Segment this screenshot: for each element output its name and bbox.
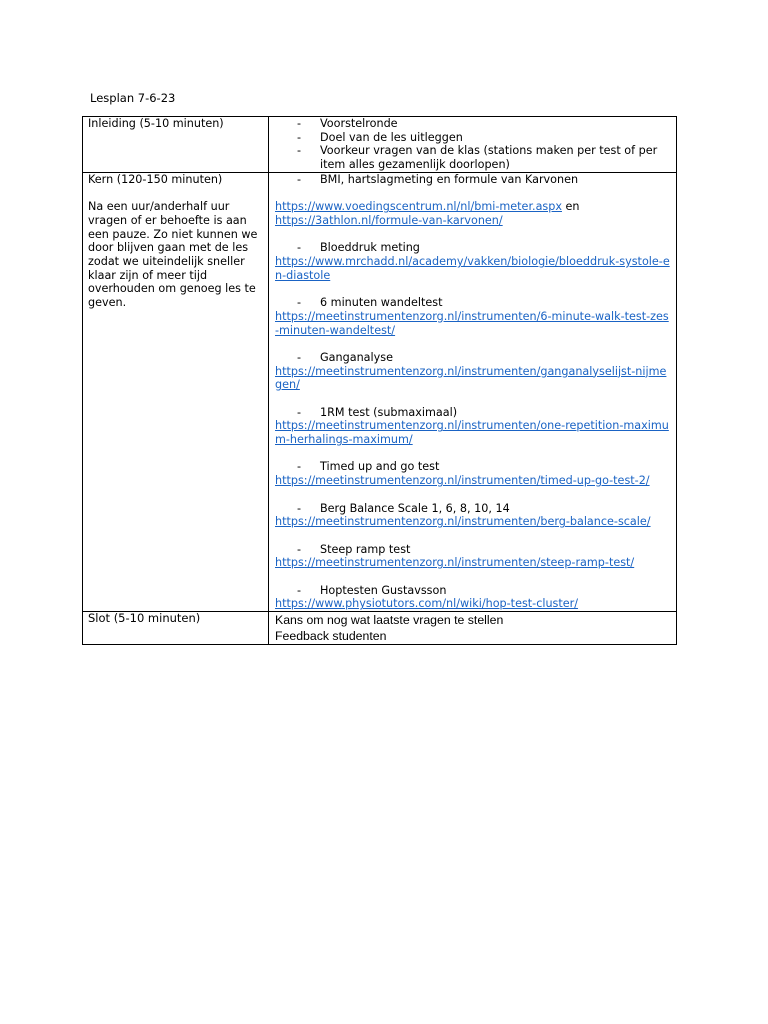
- test-title: 6 minuten wandeltest: [320, 296, 443, 310]
- test-link[interactable]: https://3athlon.nl/formule-van-karvonen/: [275, 213, 503, 227]
- test-title: Hoptesten Gustavsson: [320, 583, 447, 597]
- list-item: [275, 543, 672, 557]
- bullet-dash: -: [297, 144, 302, 158]
- test-title: 1RM test (submaximaal): [320, 405, 458, 419]
- table-row-slot: [83, 612, 677, 645]
- bullet-text: Voorstelronde: [320, 117, 398, 130]
- test-links: [275, 255, 672, 282]
- list-item: [275, 131, 672, 145]
- test-links: [275, 597, 672, 611]
- list-item: [275, 584, 672, 598]
- list-item: [275, 502, 672, 516]
- test-link[interactable]: https://meetinstrumentenzorg.nl/instrumenten/6-minute-walk-test-zes-minuten-wandeltest/: [275, 309, 669, 337]
- test-links: [275, 556, 672, 570]
- test-links: [275, 474, 672, 488]
- bullet-dash: -: [297, 583, 302, 597]
- spacer: [275, 392, 672, 406]
- list-item: [275, 296, 672, 310]
- bullet-dash: -: [297, 130, 302, 144]
- inleiding-content-cell: [269, 117, 677, 173]
- test-link[interactable]: https://meetinstrumentenzorg.nl/instrumenten/ganganalyselijst-nijmegen/: [275, 364, 667, 392]
- test-link[interactable]: https://meetinstrumentenzorg.nl/instrumenten/timed-up-go-test-2/: [275, 474, 650, 488]
- document-title: Lesplan 7-6-23: [90, 91, 176, 105]
- spacer: [275, 228, 672, 242]
- kern-note: Na een uur/anderhalf uur vragen of er behoefte is aan een pauze. Zo niet kunnen we door blijven gaan met de les zodat we uiteindelijk sneller klaar zijn of meer tijd overhouden om genoeg les te geven.: [88, 200, 258, 310]
- lesplan-table: [82, 116, 677, 645]
- spacer: [275, 529, 672, 543]
- test-links: [275, 200, 672, 227]
- spacer: [275, 187, 672, 201]
- spacer: [88, 187, 264, 201]
- list-item: [275, 117, 672, 131]
- bullet-dash: -: [297, 542, 302, 556]
- slot-content-cell: [269, 612, 677, 645]
- spacer: [275, 447, 672, 461]
- list-item: [275, 351, 672, 365]
- inleiding-label: Inleiding (5-10 minuten): [88, 117, 224, 130]
- test-link[interactable]: https://www.physiotutors.com/nl/wiki/hop-test-cluster/: [275, 597, 579, 611]
- test-title: Ganganalyse: [320, 350, 393, 364]
- test-link[interactable]: https://www.voedingscentrum.nl/nl/bmi-meter.aspx: [275, 200, 562, 214]
- test-link[interactable]: https://meetinstrumentenzorg.nl/instrumenten/steep-ramp-test/: [275, 556, 635, 570]
- list-item: [275, 406, 672, 420]
- spacer: [275, 282, 672, 296]
- list-item: [275, 460, 672, 474]
- spacer: [275, 570, 672, 584]
- spacer: [275, 337, 672, 351]
- slot-line: Kans om nog wat laatste vragen te stellen: [275, 613, 504, 628]
- kern-label: Kern (120-150 minuten): [88, 172, 223, 186]
- test-title: Steep ramp test: [320, 542, 411, 556]
- spacer: [275, 488, 672, 502]
- bullet-dash: -: [297, 460, 302, 474]
- test-link[interactable]: https://www.mrchadd.nl/academy/vakken/biologie/bloeddruk-systole-en-diastole: [275, 255, 670, 282]
- bullet-dash: -: [297, 241, 302, 255]
- test-title: Bloeddruk meting: [320, 241, 420, 255]
- list-item: [275, 173, 672, 187]
- inleiding-label-cell: [83, 117, 269, 173]
- list-item: [275, 144, 672, 171]
- kern-label-cell: [83, 172, 269, 611]
- link-connector: en: [561, 200, 580, 214]
- kern-content-cell: [269, 172, 677, 611]
- bullet-text: Doel van de les uitleggen: [320, 130, 463, 144]
- bullet-dash: -: [297, 296, 302, 310]
- bullet-dash: -: [297, 405, 302, 419]
- test-links: [275, 419, 672, 446]
- slot-label-cell: [83, 612, 269, 645]
- bullet-dash: -: [297, 172, 302, 186]
- test-link[interactable]: https://meetinstrumentenzorg.nl/instrumenten/one-repetition-maximum-herhalings-maximum/: [275, 419, 669, 447]
- slot-line: Feedback studenten: [275, 629, 387, 644]
- slot-label: Slot (5-10 minuten): [88, 611, 201, 626]
- list-item: [275, 241, 672, 255]
- test-links: [275, 310, 672, 337]
- test-title: BMI, hartslagmeting en formule van Karvonen: [320, 172, 579, 186]
- bullet-dash: -: [297, 501, 302, 515]
- test-links: [275, 515, 672, 529]
- test-links: [275, 365, 672, 392]
- test-title: Berg Balance Scale 1, 6, 8, 10, 14: [320, 501, 510, 515]
- bullet-dash: -: [297, 117, 302, 130]
- test-link[interactable]: https://meetinstrumentenzorg.nl/instrumenten/berg-balance-scale/: [275, 515, 651, 529]
- table-row-kern: [83, 172, 677, 611]
- table-row-inleiding: [83, 117, 677, 173]
- bullet-text: Voorkeur vragen van de klas (stations maken per test of per item alles gezamenlijk doorlopen): [320, 144, 658, 172]
- test-title: Timed up and go test: [320, 460, 440, 474]
- bullet-dash: -: [297, 350, 302, 364]
